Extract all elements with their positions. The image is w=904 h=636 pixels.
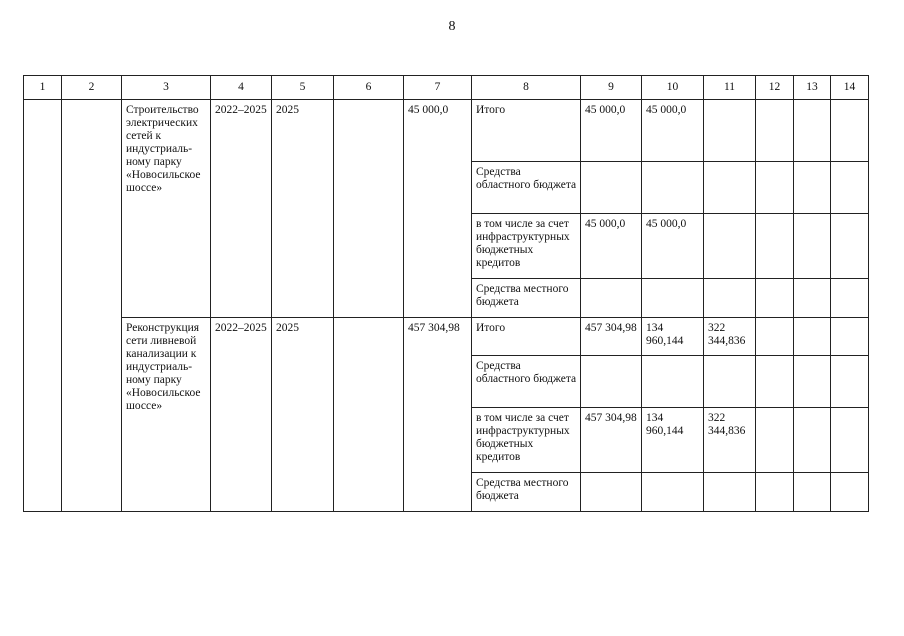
cell-col14 [831, 356, 869, 408]
value-col10 [642, 279, 704, 318]
cell-col12 [756, 214, 794, 279]
cell-col14 [831, 318, 869, 356]
value-col11 [704, 100, 756, 162]
cell-col12 [756, 279, 794, 318]
column-header: 2 [62, 76, 122, 100]
cell-col14 [831, 473, 869, 512]
project-name: Реконструкция сети ливневой канализации к индустриаль-ному парку «Новосильское шоссе» [122, 318, 211, 512]
column-header: 10 [642, 76, 704, 100]
row-label: в том числе за счет инфраструктурных бюджетных кредитов [472, 408, 581, 473]
cell-col12 [756, 100, 794, 162]
row-label: Средства местного бюджета [472, 473, 581, 512]
cell-col6 [334, 318, 404, 512]
value-col9: 45 000,0 [581, 214, 642, 279]
project-year: 2025 [272, 318, 334, 512]
project-period: 2022–2025 [211, 100, 272, 318]
project-year: 2025 [272, 100, 334, 318]
row-label: Итого [472, 100, 581, 162]
cell-col13 [794, 100, 831, 162]
cell-col13 [794, 162, 831, 214]
value-col11 [704, 162, 756, 214]
budget-table [23, 75, 869, 512]
value-col10: 134 960,144 [642, 408, 704, 473]
cell-col13 [794, 408, 831, 473]
cell-col12 [756, 162, 794, 214]
column-header: 13 [794, 76, 831, 100]
value-col10 [642, 473, 704, 512]
cell-col12 [756, 473, 794, 512]
value-col9: 457 304,98 [581, 408, 642, 473]
row-label: Средства местного бюджета [472, 279, 581, 318]
cell-col14 [831, 162, 869, 214]
cell-col13 [794, 473, 831, 512]
value-col9 [581, 356, 642, 408]
column-header: 8 [472, 76, 581, 100]
value-col10 [642, 356, 704, 408]
table-row [24, 318, 869, 356]
row-label: Средства областного бюджета [472, 162, 581, 214]
cell-col14 [831, 214, 869, 279]
column-header: 6 [334, 76, 404, 100]
cell-col14 [831, 279, 869, 318]
column-header: 7 [404, 76, 472, 100]
value-col10: 45 000,0 [642, 100, 704, 162]
cell-col6 [334, 100, 404, 318]
cell-col13 [794, 214, 831, 279]
project-period: 2022–2025 [211, 318, 272, 512]
value-col9 [581, 473, 642, 512]
project-name: Строительство электрических сетей к индустриаль-ному парку «Новосильское шоссе» [122, 100, 211, 318]
value-col11 [704, 279, 756, 318]
value-col11 [704, 473, 756, 512]
cell-col13 [794, 356, 831, 408]
cell-col12 [756, 408, 794, 473]
value-col9 [581, 162, 642, 214]
column-header: 1 [24, 76, 62, 100]
column-header: 4 [211, 76, 272, 100]
value-col9 [581, 279, 642, 318]
value-col11 [704, 214, 756, 279]
row-label: Итого [472, 318, 581, 356]
cell-col13 [794, 318, 831, 356]
cell-col1 [24, 100, 62, 512]
value-col9: 457 304,98 [581, 318, 642, 356]
page-number: 8 [448, 19, 456, 34]
value-col10: 45 000,0 [642, 214, 704, 279]
value-col10: 134 960,144 [642, 318, 704, 356]
cell-col13 [794, 279, 831, 318]
column-header: 14 [831, 76, 869, 100]
header-row [24, 76, 869, 100]
cell-col2 [62, 100, 122, 512]
column-header: 12 [756, 76, 794, 100]
value-col9: 45 000,0 [581, 100, 642, 162]
value-col11: 322 344,836 [704, 318, 756, 356]
column-header: 11 [704, 76, 756, 100]
value-col10 [642, 162, 704, 214]
row-label: в том числе за счет инфраструктурных бюджетных кредитов [472, 214, 581, 279]
cell-col14 [831, 100, 869, 162]
column-header: 9 [581, 76, 642, 100]
project-amount: 45 000,0 [404, 100, 472, 318]
table-row [24, 100, 869, 162]
cell-col12 [756, 356, 794, 408]
value-col11: 322 344,836 [704, 408, 756, 473]
column-header: 5 [272, 76, 334, 100]
value-col11 [704, 356, 756, 408]
project-amount: 457 304,98 [404, 318, 472, 512]
cell-col12 [756, 318, 794, 356]
column-header: 3 [122, 76, 211, 100]
row-label: Средства областного бюджета [472, 356, 581, 408]
cell-col14 [831, 408, 869, 473]
